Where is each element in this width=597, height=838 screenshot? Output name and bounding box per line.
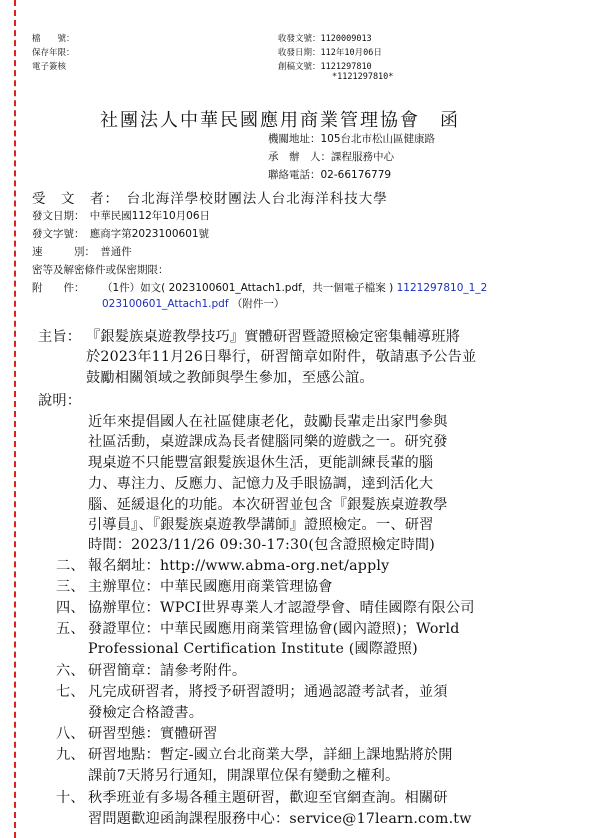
draft-number: 創稿文號：1121297810 (278, 62, 372, 72)
attachment-annex-note: （附件一） (231, 298, 285, 310)
explanation-para-line: 時間：2023/11/26 09:30-17:30(包含證照檢定時間) (88, 537, 435, 553)
item-certifier: 發證單位：中華民國應用商業管理協會(國內證照)；World (88, 621, 460, 637)
issue-number: 發文字號： 應商字第2023100601號 (32, 228, 210, 240)
receipt-date: 收發日期：112年10月06日 (278, 48, 382, 58)
item-number: 九、 (56, 747, 85, 763)
explanation-label: 說明： (38, 393, 82, 409)
explanation-para-line: 腦、延緩退化的功能。本次研習並包含『銀髮族桌遊教學 (88, 497, 448, 513)
retention-label: 保存年限： (32, 48, 75, 58)
delivery-speed: 速 別： 普通件 (32, 246, 132, 258)
item-completion-cont: 發檢定合格證書。 (88, 705, 204, 721)
item-number: 二、 (56, 558, 85, 574)
item-format: 研習型態：實體研習 (88, 726, 218, 742)
item-registration-url: 報名網址：http://www.abma-org.net/apply (88, 558, 390, 574)
item-co-organizer: 協辦單位：WPCI世界專業人才認證學會、晴佳國際有限公司 (88, 600, 475, 616)
item-certifier-cont: Professional Certification Institute (國際證照) (88, 641, 418, 657)
item-number: 三、 (56, 579, 85, 595)
barcode-text: *1121297810* (332, 72, 394, 82)
attachment-description (102, 280, 487, 295)
item-number: 六、 (56, 663, 85, 679)
item-location-cont: 課前7天將另行通知，開課單位保有變動之權利。 (88, 768, 400, 784)
item-location: 研習地點：暫定-國立台北商業大學，詳細上課地點將於開 (88, 747, 453, 763)
subject-line-1: 『銀髮族桌遊教學技巧』實體研習暨證照檢定密集輔導班將 (86, 329, 461, 345)
issue-date: 發文日期： 中華民國112年10月06日 (32, 210, 211, 222)
item-number: 七、 (56, 684, 85, 700)
item-contact-email: 習問題歡迎函詢課程服務中心：service@17learn.com.tw (88, 811, 472, 827)
item-autumn-courses: 秋季班並有多場各種主題研習，歡迎至官網查詢。相關研 (88, 790, 448, 806)
explanation-para-line: 近年來提倡國人在社區健康老化，鼓勵長輩走出家門參與 (88, 414, 448, 430)
sender-phone: 聯絡電話：02-66176779 (268, 169, 392, 181)
attachment-link-cont[interactable]: 023100601_Attach1.pdf (102, 298, 229, 310)
subject-line-3: 鼓勵相關領域之教師與學生參加，至感公誼。 (86, 370, 374, 386)
receipt-number: 收發文號：1120009013 (278, 34, 372, 44)
item-organizer: 主辦單位：中華民國應用商業管理協會 (88, 579, 333, 595)
attachment-description-cont (102, 296, 284, 311)
explanation-para-line: 社區活動，桌遊課成為長者健腦同樂的遊戲之一。研究發 (88, 434, 448, 450)
item-number: 四、 (56, 600, 85, 616)
sender-contact: 承 辦 人：課程服務中心 (268, 151, 394, 163)
item-brochure: 研習簡章：請參考附件。 (88, 663, 247, 679)
attachment-label: 附 件： (32, 282, 85, 294)
item-number: 八、 (56, 726, 85, 742)
explanation-para-line: 現桌遊不只能豐富銀髮族退休生活，更能訓練長輩的腦 (88, 455, 434, 471)
attachment-link[interactable]: 1121297810_1_2 (396, 282, 488, 294)
item-number: 五、 (56, 621, 85, 637)
sender-address: 機關地址：105台北市松山區健康路 (268, 133, 436, 145)
explanation-para-line: 力、專注力、反應力、記憶力及手眼協調，達到活化大 (88, 476, 434, 492)
secrecy-level: 密等及解密條件或保密期限： (32, 264, 169, 276)
recipient: 受 文 者： 台北海洋學校財團法人台北海洋科技大學 (32, 191, 388, 207)
document-title: 社團法人中華民國應用商業管理協會 函 (100, 110, 460, 131)
archive-number-label: 檔 號： (32, 34, 75, 44)
subject-line-2: 於2023年11月26日舉行，研習簡章如附件，敬請惠予公告並 (86, 349, 477, 365)
explanation-para-line: 引導員』、『銀髮族桌遊教學講師』證照檢定。一、研習 (88, 517, 434, 533)
item-completion: 凡完成研習者，將授予研習證明；通過認證考試者，並須 (88, 684, 448, 700)
subject-label: 主旨： (38, 329, 82, 345)
attachment-desc-text: （1件）如文( 2023100601_Attach1.pdf，共一個電子檔案 ) (102, 282, 394, 294)
item-number: 十、 (56, 790, 85, 806)
binding-margin-line (14, 0, 16, 838)
e-signature-label: 電子簽核 (32, 62, 67, 72)
